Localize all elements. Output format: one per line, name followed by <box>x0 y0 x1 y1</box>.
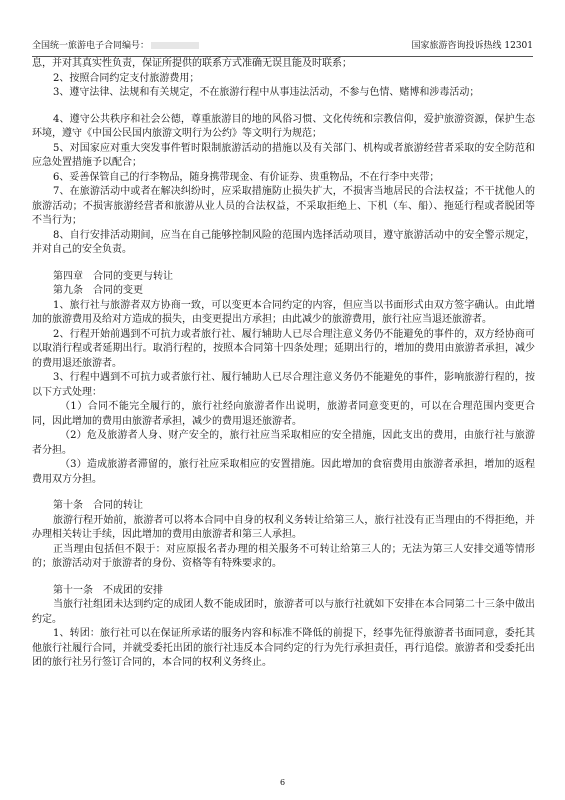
paragraph: 6、妥善保管自己的行李物品，随身携带现金、有价证券、贵重物品，不在行李中夹带； <box>53 171 440 183</box>
spacer <box>32 572 535 584</box>
spacer <box>32 101 535 113</box>
paragraph: 5、对国家应对重大突发事件暂时限制旅游活动的措施以及有关部门、机构或者旅游经营者采取的安全防范和应急处置措施予以配合； <box>32 142 535 168</box>
paragraph: 4、遵守公共秩序和社会公德，尊重旅游目的地的风俗习惯、文化传统和宗教信仰，爱护旅游资源，保护生态环境，遵守《中国公民国内旅游文明行为公约》等文明行为规范； <box>32 113 535 139</box>
header-contract-number: 全国统一旅游电子合同编号： <box>32 40 199 54</box>
paragraph: 2、行程开始前遇到不可抗力或者旅行社、履行辅助人已尽合理注意义务仍不能避免的事件的，双方经协商可以取消行程或者延期出行。取消行程的，按照本合同第十四条处理；延期出行的，增加的费用由旅游者承担，减少的费用退还旅游者。 <box>32 328 535 369</box>
header-hotline: 国家旅游咨询投诉热线 12301 <box>411 41 533 51</box>
spacer <box>32 487 535 499</box>
chapter-heading: 第四章 合同的变更与转让 <box>53 270 173 282</box>
paragraph: 息，并对其真实性负责，保证所提供的联系方式准确无误且能及时联系； <box>32 58 352 69</box>
article-heading: 第十一条 不成团的安排 <box>53 584 163 596</box>
paragraph: （3）造成旅游者滞留的，旅行社应采取相应的安置措施。因此增加的食宿费用由旅游者承担，增加的返程费用双方分担。 <box>32 459 535 485</box>
paragraph: 当旅行社组团未达到约定的成团人数不能成团时，旅游者可以与旅行社就如下安排在本合同第二十三条中做出约定。 <box>32 599 535 625</box>
paragraph: 正当理由包括但不限于：对应原报名者办理的相关服务不可转让给第三人的；无法为第三人安排交通等情形的；旅游活动对于旅游者的身份、资格等有特殊要求的。 <box>32 543 535 569</box>
redacted-number <box>151 42 199 49</box>
page-header <box>32 40 533 57</box>
paragraph: 1、转团：旅行社可以在保证所承诺的服务内容和标准不降低的前提下，经事先征得旅游者书面同意，委托其他旅行社履行合同，并就受委托出团的旅行社违反本合同约定的行为先行承担责任，再行追偿。旅游者和受委托出团的旅行社另行签订合同的，本合同的权利义务终止。 <box>32 628 535 668</box>
paragraph: （2）危及旅游者人身、财产安全的，旅行社应当采取相应的安全措施，因此支出的费用，由旅行社与旅游者分担。 <box>32 430 535 456</box>
spacer <box>32 258 535 270</box>
page-number: 6 <box>279 778 286 787</box>
page-content <box>32 57 535 671</box>
article-heading: 第九条 合同的变更 <box>53 285 143 296</box>
paragraph: 7、在旅游活动中或者在解决纠纷时，应采取措施防止损失扩大，不损害当地居民的合法权益；不干扰他人的旅游活动；不损害旅游经营者和旅游从业人员的合法权益，不采取拒绝上、下机（车、船）、拖延行程或者脱团等不当行为； <box>32 186 535 226</box>
paragraph: 旅游行程开始前，旅游者可以将本合同中自身的权利义务转让给第三人，旅行社没有正当理由的不得拒绝，并办理相关转让手续，因此增加的费用由旅游者和第三人承担。 <box>32 514 535 540</box>
paragraph: 2、按照合同约定支付旅游费用； <box>53 72 200 84</box>
paragraph: （1）合同不能完全履行的，旅行社经向旅游者作出说明，旅游者同意变更的，可以在合理范围内变更合同，因此增加的费用由旅游者承担，减少的费用退还旅游者。 <box>32 401 535 427</box>
paragraph: 3、行程中遇到不可抗力或者旅行社、履行辅助人已尽合理注意义务仍不能避免的事件，影响旅游行程的，按以下方式处理： <box>32 372 535 398</box>
article-heading: 第十条 合同的转让 <box>53 500 143 511</box>
paragraph: 1、旅行社与旅游者双方协商一致，可以变更本合同约定的内容，但应当以书面形式由双方签字确认。由此增加的旅游费用及给对方造成的损失，由变更提出方承担；由此减少的旅游费用，旅行社应当退还旅游者。 <box>32 299 535 325</box>
paragraph: 8、自行安排活动期间，应当在自己能够控制风险的范围内选择活动项目，遵守旅游活动中的安全警示规定，并对自己的安全负责。 <box>32 229 535 255</box>
paragraph: 3、遵守法律、法规和有关规定，不在旅游行程中从事违法活动，不参与色情、赌博和涉毒活动； <box>53 87 480 98</box>
